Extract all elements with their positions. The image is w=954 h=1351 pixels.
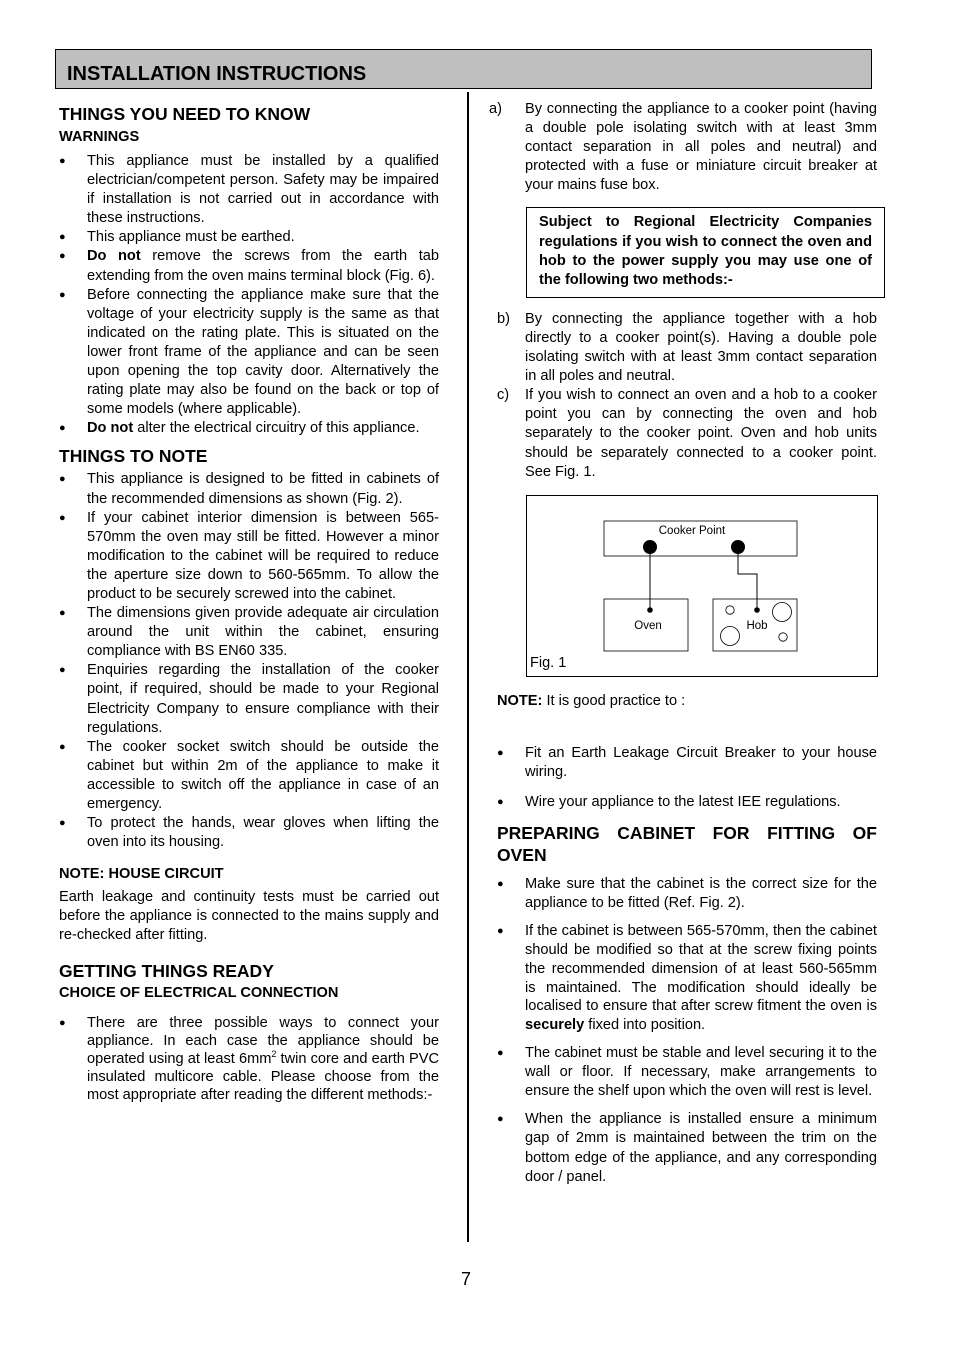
superscript: 2	[271, 1048, 277, 1059]
header-banner	[55, 49, 872, 89]
list-item: ● Fit an Earth Leakage Circuit Breaker to your house wiring.	[497, 744, 877, 782]
heading-things-to-note: THINGS TO NOTE	[59, 446, 208, 467]
list-item: ● The cabinet must be stable and level securing it to the wall or floor. If necessary, make arrangements to ensure the shelf upon which the oven will rest is level.	[497, 1044, 877, 1101]
body-text: twin core and earth PVC insulated multicore cable. Please choose from the most appropriate after reading the different methods:-	[87, 1050, 440, 1103]
emphasis-text: securely	[525, 1017, 585, 1034]
list-item: ● If your cabinet interior dimension is between 565-570mm the oven may still be fitted. However a minor modification to the cabinet will be required to reduce the aperture size down to 560-565mm. To allow the product to be securely screwed into the cabinet.	[59, 509, 439, 604]
note-text: It is good practice to :	[542, 692, 686, 709]
list-item	[497, 922, 877, 1035]
list-item: ● Make sure that the cabinet is the correct size for the appliance to be fitted (Ref. Fig. 2).	[497, 875, 877, 913]
left-column	[59, 100, 439, 1104]
wiring-diagram-svg	[527, 496, 877, 676]
regional-note-box: Subject to Regional Electricity Companies regulations if you wish to connect the oven and hob to the power supply you may use one of the following two methods:-	[526, 207, 885, 297]
list-item: ● To protect the hands, wear gloves when lifting the oven into its housing.	[59, 814, 439, 852]
right-column	[489, 100, 877, 1187]
oven-label: Oven	[634, 619, 662, 632]
list-item: ● This appliance must be installed by a qualified electrician/competent person. Safety may be impaired if installation is not carried out in accordance with these instructions.	[59, 152, 439, 228]
preparing-list	[489, 875, 877, 1187]
list-item: ● Enquiries regarding the installation of the cooker point, if required, should be made to your Regional Electricity Company to ensure compliance with their regulations.	[59, 661, 439, 737]
method-label: a)	[489, 101, 502, 117]
list-item	[59, 419, 439, 438]
list-item: ● The cooker socket switch should be outside the cabinet but within 2m of the appliance to make it accessible to switch off the appliance in case of an emergency.	[59, 738, 439, 814]
figure-caption: Fig. 1	[530, 654, 567, 671]
cooker-point-terminal-left	[643, 540, 657, 554]
heading-choice-of-connection: CHOICE OF ELECTRICAL CONNECTION	[59, 984, 339, 1001]
hob-ring-small	[726, 605, 734, 613]
hob-ring-small	[779, 632, 787, 640]
body-text: fixed into position.	[584, 1017, 706, 1034]
notes-list	[59, 470, 439, 852]
list-item: ● This appliance is designed to be fitted in cabinets of the recommended dimensions as shown (Fig. 2).	[59, 470, 439, 508]
heading-preparing-cabinet: PREPARING CABINET FOR FITTING OF OVEN	[497, 823, 877, 866]
heading-warnings: WARNINGS	[59, 129, 140, 145]
emphasis-text: Do not	[87, 248, 141, 265]
body-text: alter the electrical circuitry of this appliance.	[133, 420, 420, 437]
body-text: There are three possible ways to connect your appliance. In each case the appliance should be operated using at least 6mm	[87, 1014, 439, 1067]
method-b	[489, 310, 877, 386]
list-item: ● This appliance must be earthed.	[59, 228, 439, 247]
good-practice-note	[489, 692, 877, 711]
page-number: 7	[461, 1269, 472, 1289]
cooker-point-terminal-right	[731, 540, 745, 554]
method-a	[489, 100, 877, 195]
oven-terminal	[647, 607, 653, 613]
hob-ring-large	[721, 626, 740, 645]
method-c	[489, 386, 877, 481]
method-label: c)	[497, 387, 510, 404]
note-label: NOTE:	[497, 692, 543, 709]
column-divider	[467, 92, 469, 1242]
list-item: ● Before connecting the appliance make sure that the voltage of your electricity supply is the same as that indicated on the rating plate. This is situated on the lower front frame of the appliance and can be seen upon opening the top cavity door. Alternatively the rating plate may also be found on the back or top of some models (where applicable).	[59, 286, 439, 420]
connection-list	[59, 1014, 439, 1104]
cooker-point-label: Cooker Point	[658, 524, 726, 537]
list-item: ● Wire your appliance to the latest IEE regulations.	[497, 793, 877, 812]
hob-label: Hob	[746, 619, 768, 632]
heading-getting-things-ready: GETTING THINGS READY	[59, 960, 274, 981]
heading-house-circuit: NOTE: HOUSE CIRCUIT	[59, 866, 224, 883]
good-practice-list	[489, 744, 877, 812]
warnings-list	[59, 152, 439, 438]
method-text: If you wish to connect an oven and a hob to a cooker point you can by connecting the oven and hob separately to the cooker point. Oven and hob units should be separately connected to a cooker point. See Fig. 1.	[525, 387, 877, 480]
hob-terminal	[754, 607, 760, 613]
method-text: By connecting the appliance together with a hob directly to a cooker point(s). Having a double pole isolating switch with at least 3mm contact separation in all poles and neutral.	[525, 310, 877, 385]
house-circuit-text: Earth leakage and continuity tests must be carried out before the appliance is connected to the mains supply and re-checked after fitting.	[59, 889, 439, 944]
body-text: remove the screws from the earth tab extending from the oven mains terminal block (Fig. 6).	[87, 248, 439, 284]
hob-ring-large	[773, 602, 792, 621]
list-item: ● When the appliance is installed ensure a minimum gap of 2mm is maintained between the trim on the bottom edge of the appliance, and any corresponding door / panel.	[497, 1110, 877, 1186]
list-item	[59, 1014, 439, 1104]
list-item: ● The dimensions given provide adequate air circulation around the unit within the cabinet, ensuring compliance with BS EN60 335.	[59, 604, 439, 661]
heading-things-you-need-to-know: THINGS YOU NEED TO KNOW	[59, 104, 311, 124]
method-text: By connecting the appliance to a cooker point (having a double pole isolating switch with at least 3mm contact separation in all poles and neutral) and protected with a fuse or miniature circuit breaker at your mains fuse box.	[525, 101, 877, 194]
figure-1-wiring-diagram	[526, 495, 878, 677]
list-item	[59, 247, 439, 285]
page-title: INSTALLATION INSTRUCTIONS	[67, 63, 367, 85]
body-text: If the cabinet is between 565-570mm, then the cabinet should be modified so that at the screw fixing points the recommended dimension of at least 560-565mm is maintained. The modification should ideally be localised to ensure that after screw fitment the oven is	[525, 923, 877, 1015]
method-label: b)	[497, 310, 510, 327]
emphasis-text: Do not	[87, 420, 134, 437]
